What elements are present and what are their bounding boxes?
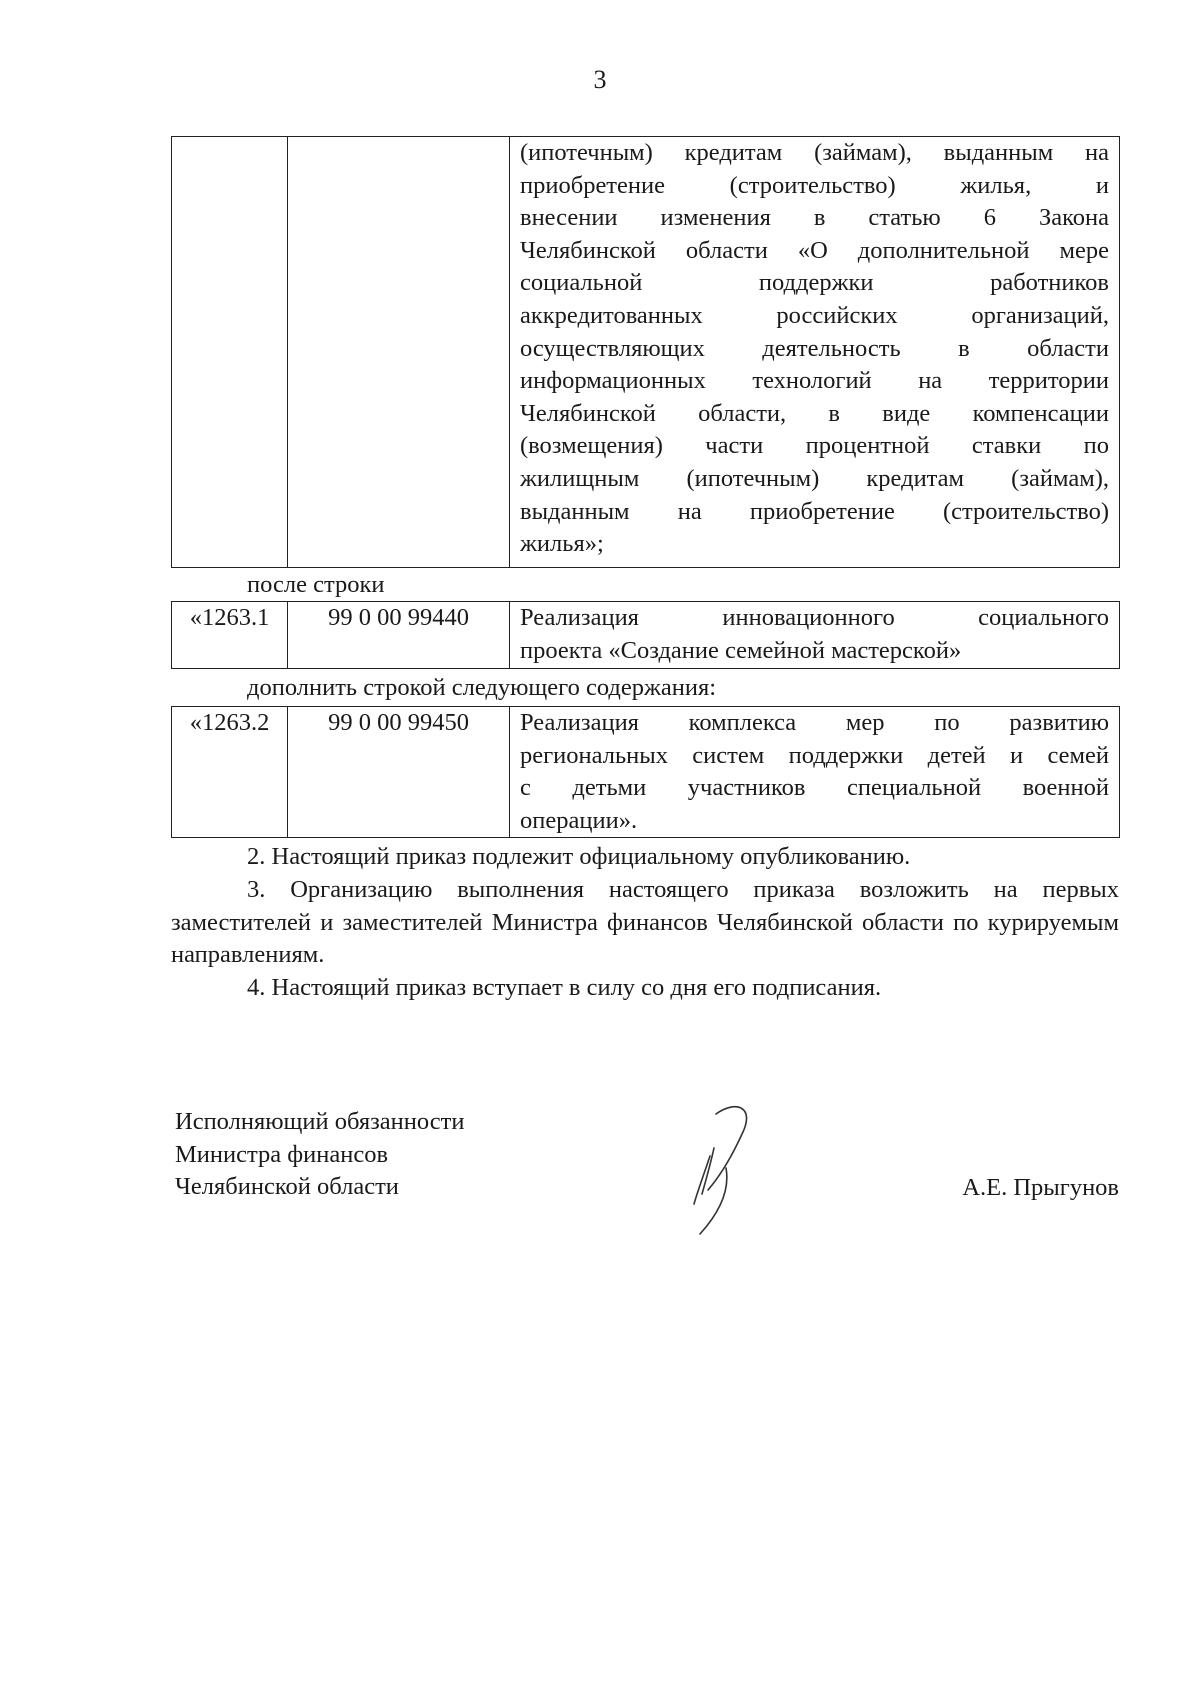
continuation-table xyxy=(171,136,1120,568)
text-line: проекта «Создание семейной мастерской» xyxy=(520,636,962,664)
signer-position-line: Министра финансов xyxy=(175,1140,389,1168)
paragraph-3 xyxy=(171,874,1119,972)
handwritten-signature xyxy=(680,1094,770,1244)
row-number-cell xyxy=(172,137,288,568)
signer-name: А.Е. Прыгунов xyxy=(962,1174,1119,1201)
signer-position-line: Исполняющий обязанности xyxy=(175,1108,465,1135)
signer-position-line: Челябинской области xyxy=(175,1173,399,1201)
row-code-cell: 99 0 00 99440 xyxy=(288,602,510,669)
text-line: жилья»; xyxy=(520,530,604,558)
page-number: 3 xyxy=(593,65,607,94)
text-line: операции». xyxy=(520,806,638,834)
after-row-label: после строки xyxy=(247,571,385,598)
paragraph-4: 4. Настоящий приказ вступает в силу со дня его подписания. xyxy=(247,974,882,1001)
text-line: с детьми участников специальной военной xyxy=(520,774,1109,802)
row-code-cell: 99 0 00 99450 xyxy=(288,707,510,838)
text-line: Челябинской области «О дополнительной мере xyxy=(520,236,1109,264)
signer-position xyxy=(175,1106,464,1204)
text-line: Реализация комплекса мер по развитию xyxy=(520,709,1109,736)
add-row-label: дополнить строкой следующего содержания: xyxy=(247,674,717,701)
row-text-cell xyxy=(510,137,1120,568)
paragraph-2: 2. Настоящий приказ подлежит официальному опубликованию. xyxy=(247,843,911,870)
paragraph-3-text: 3. Организацию выполнения настоящего приказа возложить на первых заместителей и заместителей Министра финансов Челябинской области по курируемым направлениям. xyxy=(171,876,1119,969)
row-number-cell: «1263.2 xyxy=(172,707,288,838)
table-row xyxy=(172,707,1120,838)
row-code-cell xyxy=(288,137,510,568)
text-line: Челябинской области, в виде компенсации xyxy=(520,399,1109,427)
text-line: (ипотечным) кредитам (займам), выданным на xyxy=(520,139,1109,166)
row-text-cell xyxy=(510,602,1120,669)
table-row xyxy=(172,602,1120,669)
text-line: выданным на приобретение (строительство) xyxy=(520,497,1109,525)
text-line: аккредитованных российских организаций, xyxy=(520,301,1109,329)
text-line: социальной поддержки работников xyxy=(520,269,1109,297)
table-row xyxy=(172,137,1120,568)
existing-row-table xyxy=(171,601,1120,669)
text-line: осуществляющих деятельность в области xyxy=(520,334,1109,362)
text-line: региональных систем поддержки детей и семей xyxy=(520,741,1109,769)
row-text-cell xyxy=(510,707,1120,838)
new-row-table xyxy=(171,706,1120,838)
text-line: приобретение (строительство) жилья, и xyxy=(520,171,1109,199)
text-line: информационных технологий на территории xyxy=(520,367,1109,395)
text-line: жилищным (ипотечным) кредитам (займам), xyxy=(520,464,1109,492)
row-number-cell: «1263.1 xyxy=(172,602,288,669)
text-line: Реализация инновационного социального xyxy=(520,604,1109,631)
text-line: (возмещения) части процентной ставки по xyxy=(520,432,1109,460)
text-line: внесении изменения в статью 6 Закона xyxy=(520,204,1109,232)
